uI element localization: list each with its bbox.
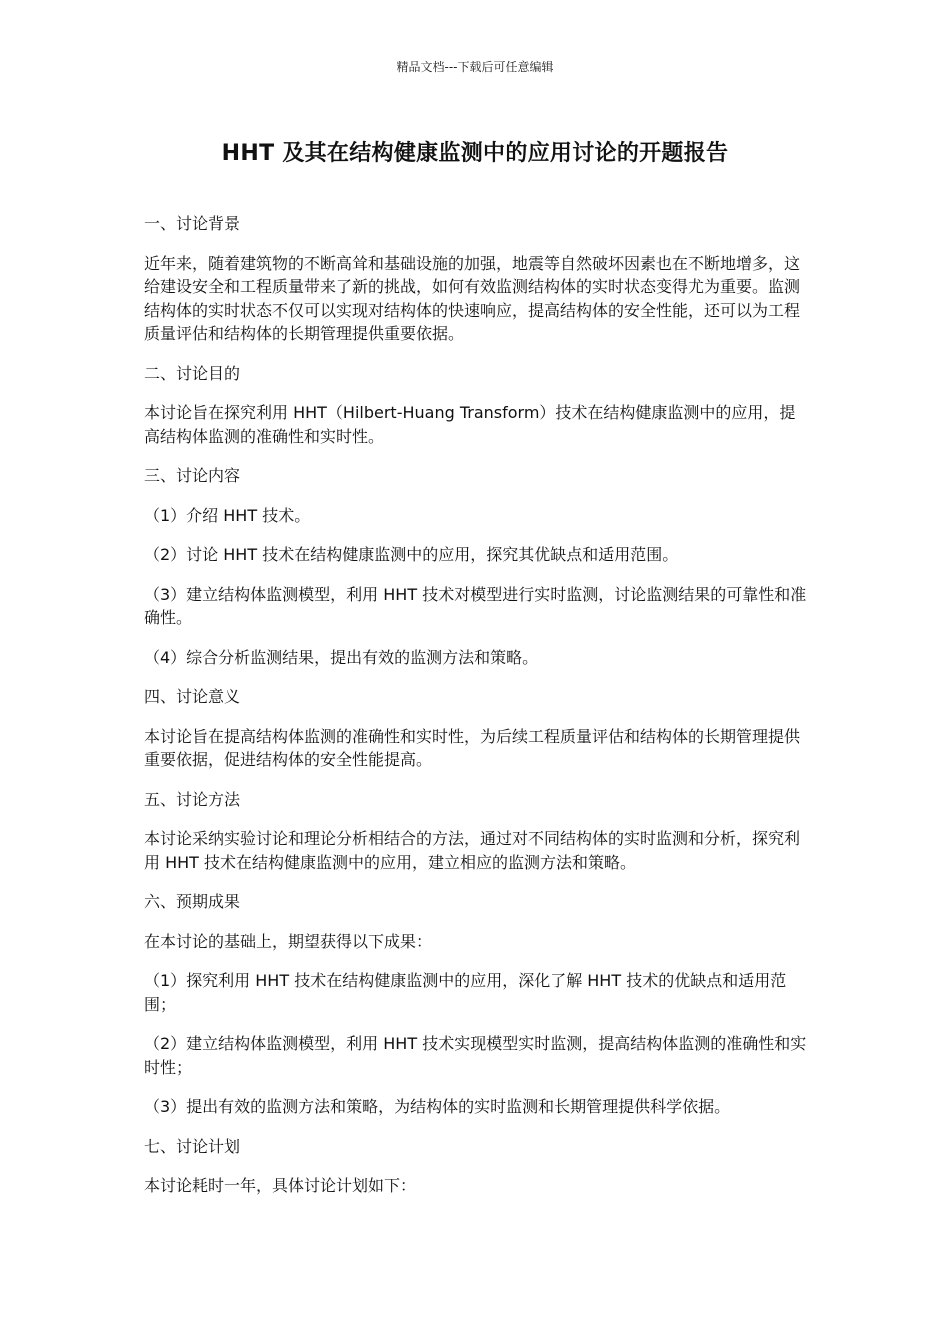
document-body — [144, 212, 808, 1214]
outcomes-intro: 在本讨论的基础上，期望获得以下成果： — [144, 931, 433, 951]
section-heading-background: 一、讨论背景 — [144, 214, 241, 233]
section-heading-outcomes: 六、预期成果 — [144, 892, 241, 911]
page-header: 精品文档---下载后可任意编辑 — [396, 60, 554, 74]
content-item-1: （1）介绍 HHT 技术。 — [144, 505, 311, 525]
content-item-3: （3）建立结构体监测模型，利用 HHT 技术对模型进行实时监测，讨论监测结果的可靠性和准确性。 — [144, 584, 807, 627]
section-heading-method: 五、讨论方法 — [144, 789, 241, 809]
outcome-item-2: （2）建立结构体监测模型，利用 HHT 技术实现模型实时监测，提高结构体监测的准确性和实时性； — [144, 1034, 807, 1077]
section-heading-content: 三、讨论内容 — [144, 466, 241, 485]
outcome-item-1: （1）探究利用 HHT 技术在结构健康监测中的应用，深化了解 HHT 技术的优缺点和适用范围； — [144, 971, 787, 1014]
plan-paragraph: 本讨论耗时一年，具体讨论计划如下： — [144, 1176, 417, 1195]
section-heading-significance: 四、讨论意义 — [144, 687, 241, 706]
significance-paragraph: 本讨论旨在提高结构体监测的准确性和实时性，为后续工程质量评估和结构体的长期管理提供重要依据，促进结构体的安全性能提高。 — [144, 726, 801, 769]
background-paragraph: 近年来，随着建筑物的不断高耸和基础设施的加强，地震等自然破坏因素也在不断地增多，这给建设安全和工程质量带来了新的挑战，如何有效监测结构体的实时状态变得尤为重要。监测结构体的实时状态不仅可以实现对结构体的快速响应，提高结构体的安全性能，还可以为工程质量评估和结构体的长期管理提供重要依据。 — [144, 253, 801, 343]
content-item-2: （2）讨论 HHT 技术在结构健康监测中的应用，探究其优缺点和适用范围。 — [144, 545, 679, 564]
outcome-item-3: （3）提出有效的监测方法和策略，为结构体的实时监测和长期管理提供科学依据。 — [144, 1097, 731, 1116]
content-item-4: （4）综合分析监测结果，提出有效的监测方法和策略。 — [144, 647, 539, 667]
section-heading-purpose: 二、讨论目的 — [144, 363, 241, 383]
document-title: HHT 及其在结构健康监测中的应用讨论的开题报告 — [221, 141, 729, 166]
method-paragraph: 本讨论采纳实验讨论和理论分析相结合的方法，通过对不同结构体的实时监测和分析，探究利用 HHT 技术在结构健康监测中的应用，建立相应的监测方法和策略。 — [144, 829, 801, 872]
section-heading-plan: 七、讨论计划 — [144, 1136, 241, 1156]
purpose-paragraph: 本讨论旨在探究利用 HHT（Hilbert-Huang Transform）技术在结构健康监测中的应用，提高结构体监测的准确性和实时性。 — [144, 403, 796, 446]
